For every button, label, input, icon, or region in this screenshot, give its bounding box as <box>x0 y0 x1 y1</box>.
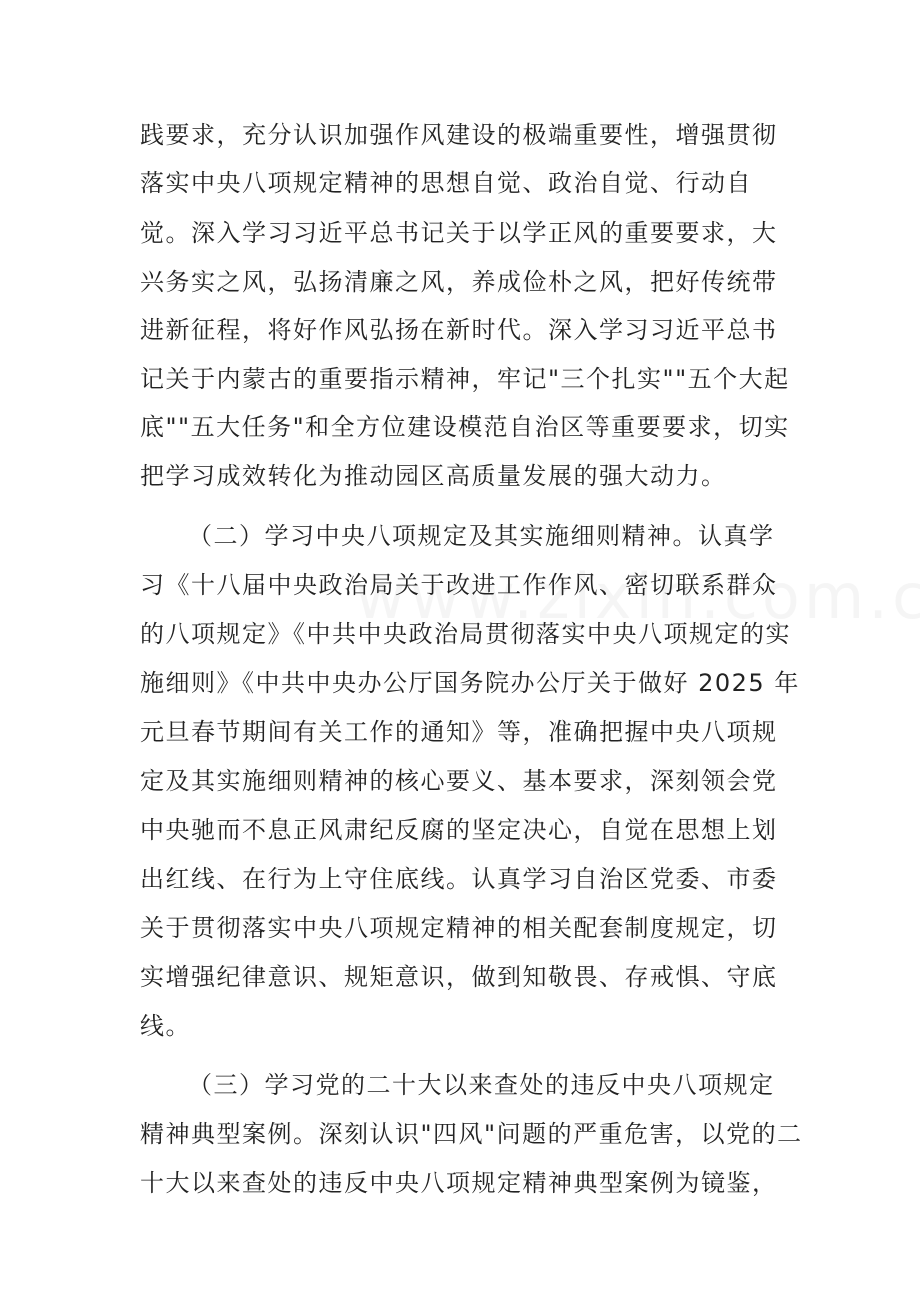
text-line: 关于贯彻落实中央八项规定精神的相关配套制度规定，切 <box>140 914 778 942</box>
text-line: 精神典型案例。深刻认识"四风"问题的严重危害，以党的二 <box>140 1120 803 1148</box>
text-line: 觉。深入学习习近平总书记关于以学正风的重要要求，大 <box>140 219 778 247</box>
text-line: 十大以来查处的违反中央八项规定精神典型案例为镜鉴， <box>140 1169 778 1197</box>
text-line: 线。 <box>140 1012 191 1040</box>
text-line: 进新征程，将好作风弘扬在新时代。深入学习习近平总书 <box>140 316 778 344</box>
text-line: 落实中央八项规定精神的思想自觉、政治自觉、行动自 <box>140 169 752 197</box>
text-line: 施细则》《中共中央办公厅国务院办公厅关于做好 2025 年 <box>140 669 800 697</box>
text-line: 践要求，充分认识加强作风建设的极端重要性，增强贯彻 <box>140 121 778 149</box>
text-line: 出红线、在行为上守住底线。认真学习自治区党委、市委 <box>140 865 778 893</box>
text-line: 定及其实施细则精神的核心要义、基本要求，深刻领会党 <box>140 767 778 795</box>
text-line: 兴务实之风，弘扬清廉之风，养成俭朴之风，把好传统带 <box>140 268 778 296</box>
section-heading-3: （三）学习党的二十大以来查处的违反中央八项规定 <box>188 1071 775 1099</box>
text-line: 的八项规定》《中共中央政治局贯彻落实中央八项规定的实 <box>140 620 791 648</box>
text-line: 习《十八届中央政治局关于改进工作作风、密切联系群众 <box>140 571 778 599</box>
text-line: 记关于内蒙古的重要指示精神，牢记"三个扎实""五个大起 <box>140 365 790 393</box>
text-line: 底""五大任务"和全方位建设模范自治区等重要要求，切实 <box>140 413 790 441</box>
text-line: 实增强纪律意识、规矩意识，做到知敬畏、存戒惧、守底 <box>140 963 778 991</box>
text-line: 中央驰而不息正风肃纪反腐的坚定决心，自觉在思想上划 <box>140 816 778 844</box>
text-line: 把学习成效转化为推动园区高质量发展的强大动力。 <box>140 462 727 490</box>
section-heading-2: （二）学习中央八项规定及其实施细则精神。认真学 <box>188 522 775 550</box>
text-line: 元旦春节期间有关工作的通知》等，准确把握中央八项规 <box>140 718 778 746</box>
